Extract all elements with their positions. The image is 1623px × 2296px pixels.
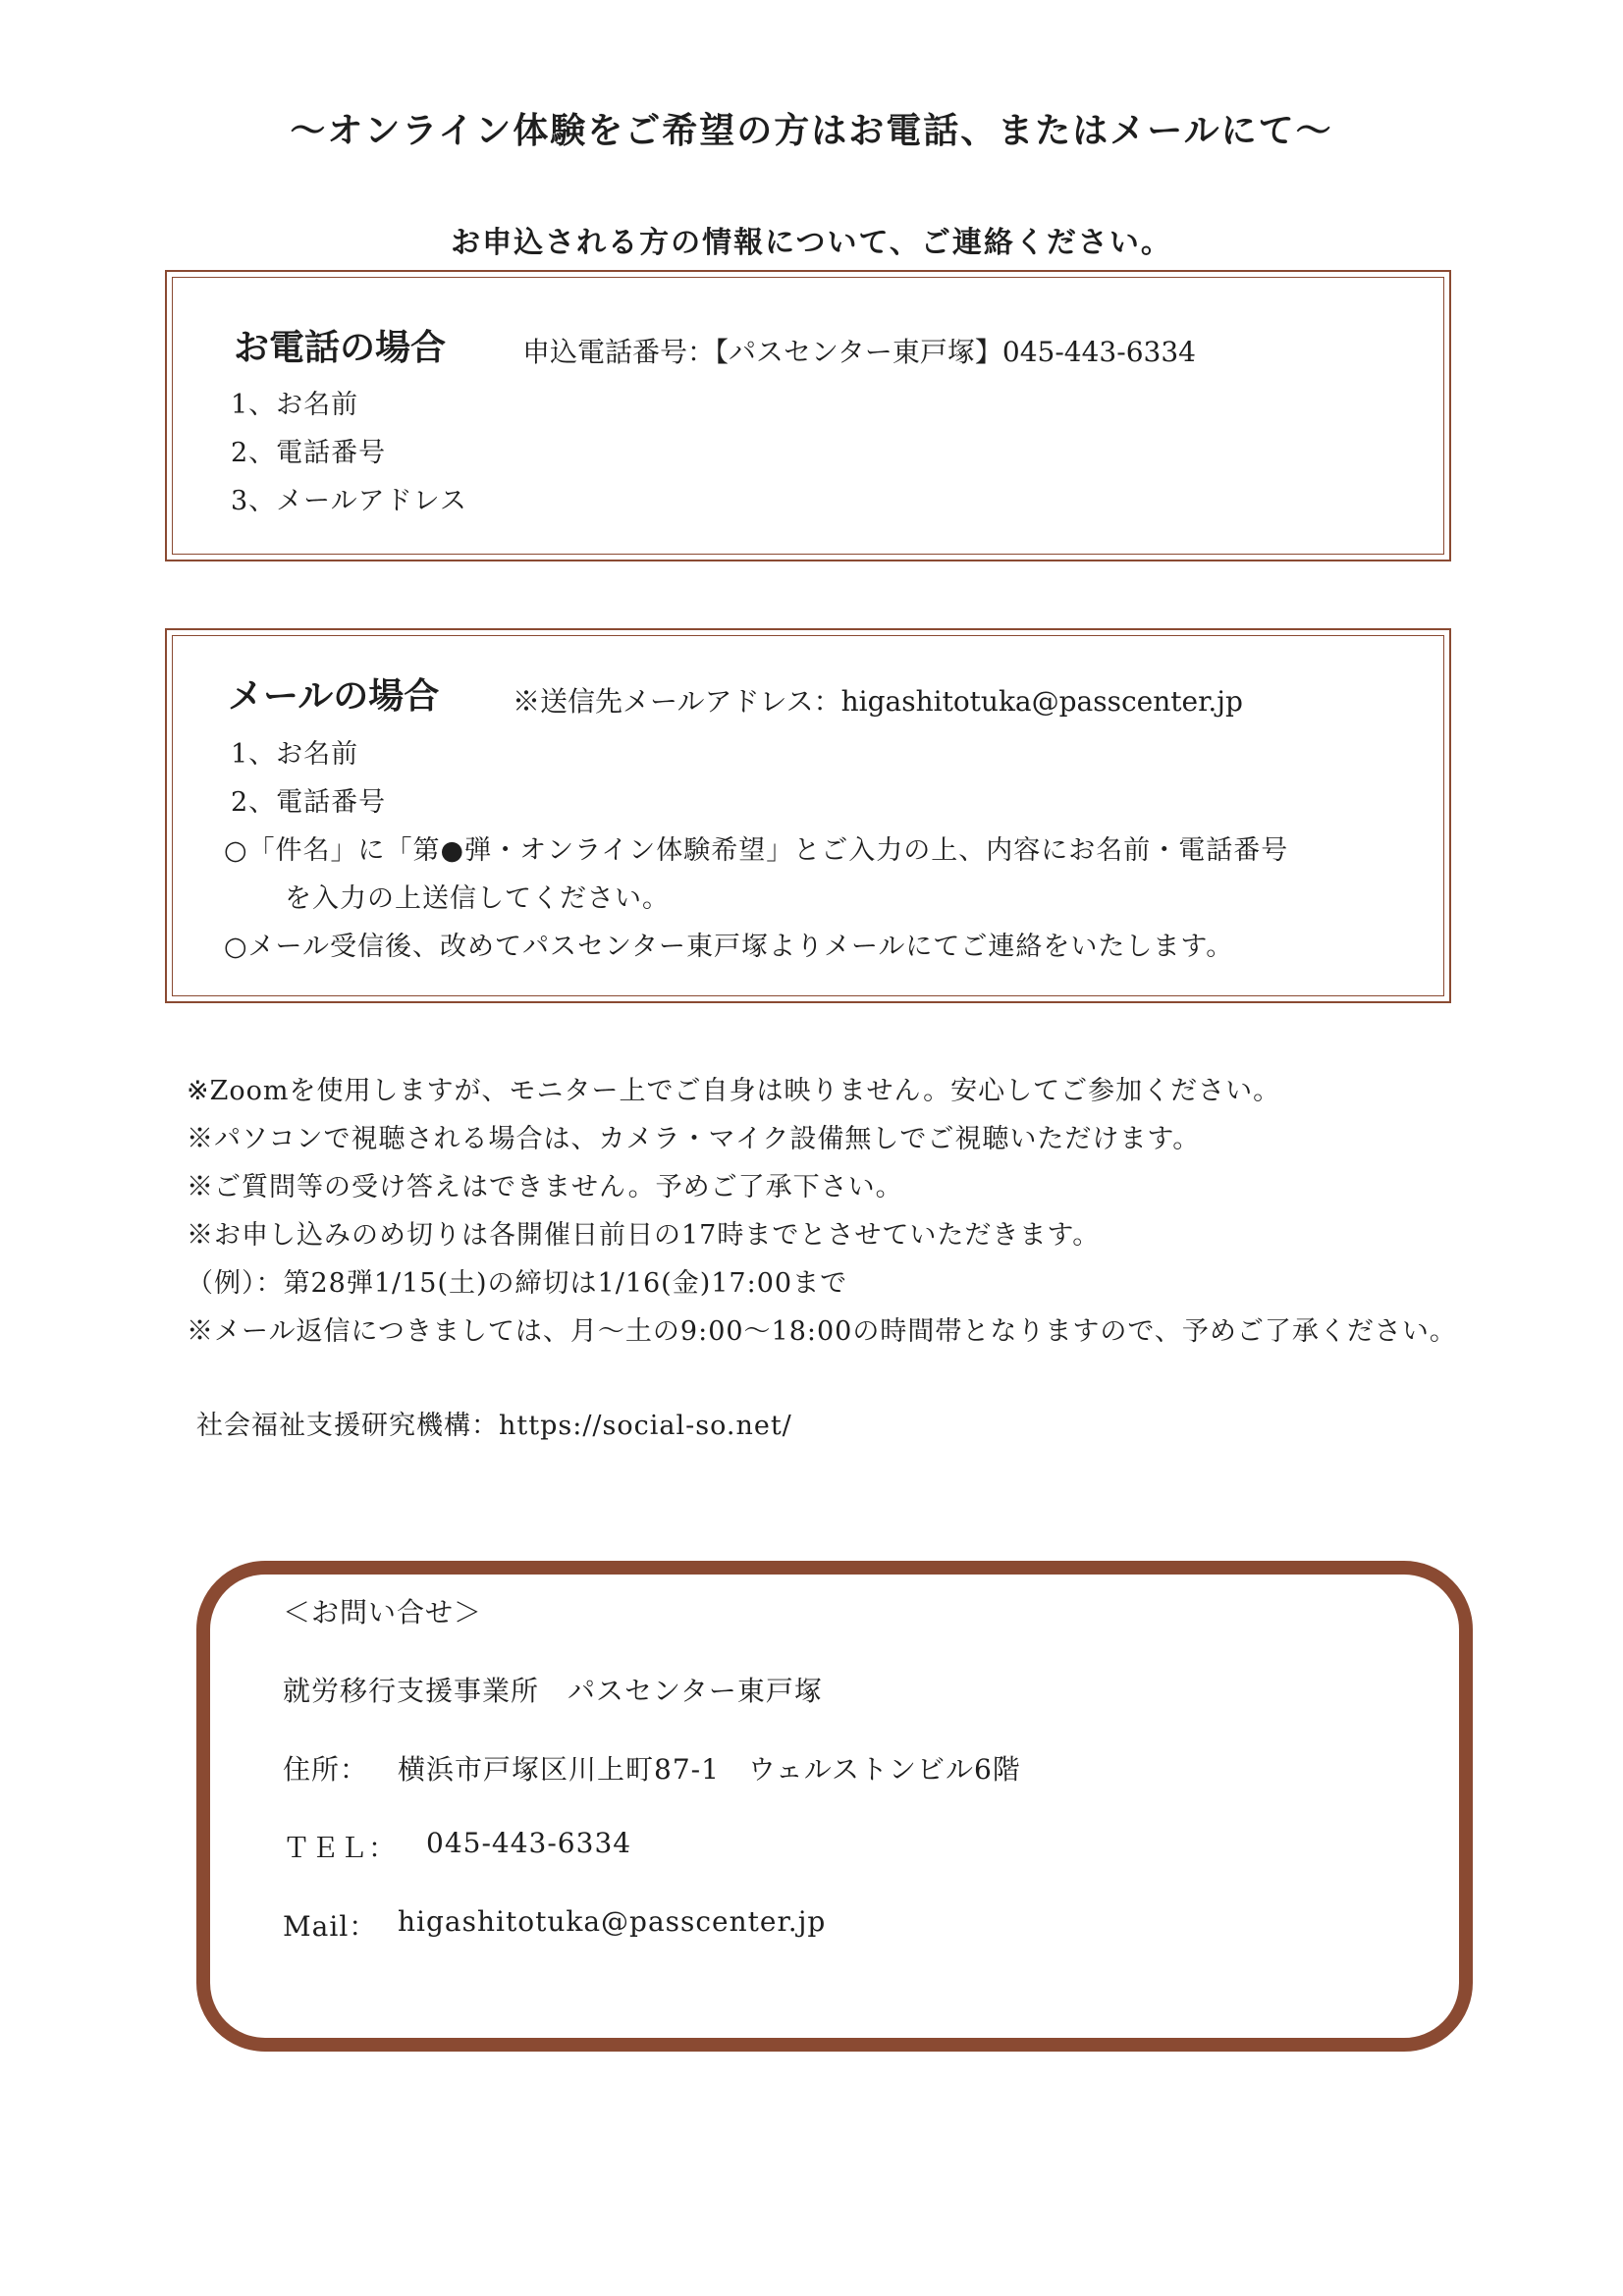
organization-link: 社会福祉支援研究機構：https://social-so.net/ [196,1411,792,1441]
mail-section-title: メールの場合 [228,676,440,717]
note-deadline: ※お申し込みのめ切りは各開催日前日の17時までとさせていただきます。 [187,1220,1101,1251]
phone-item-phone: 2、電話番号 [231,438,387,468]
mail-instruction-subject: ○「件名」に「第●弾・オンライン体験希望」とご入力の上、内容にお名前・電話番号 [224,835,1289,866]
mail-address-info: ※送信先メールアドレス：higashitotuka@passcenter.jp [513,685,1243,718]
contact-mail: higashitotuka@passcenter.jp [398,1905,827,1938]
note-example: （例）：第28弾1/15(土)の締切は1/16(金)17:00まで [187,1268,848,1299]
phone-item-name: 1、お名前 [231,390,359,420]
page-title: ～オンライン体験をご希望の方はお電話、またはメールにて～ [290,111,1333,151]
contact-address: 横浜市戸塚区川上町87-1 ウェルストンビル6階 [398,1753,1021,1786]
contact-office: 就労移行支援事業所 パスセンター東戸塚 [283,1675,823,1707]
phone-section-title: お電話の場合 [234,328,447,368]
mail-instruction-reply: ○メール受信後、改めてパスセンター東戸塚よりメールにてご連絡をいたします。 [224,932,1234,962]
phone-item-email: 3、メールアドレス [231,486,467,516]
contact-address-label: 住所： [283,1753,369,1786]
phone-number-info: 申込電話番号：【パスセンター東戸塚】045-443-6334 [522,336,1196,368]
contact-tel-label: ＴＥＬ： [283,1832,398,1864]
mail-instruction-subject-cont: を入力の上送信してください。 [285,883,670,914]
page-subtitle: お申込される方の情報について、ご連絡ください。 [451,226,1172,260]
note-questions: ※ご質問等の受け答えはできません。予めご了承下さい。 [187,1172,903,1202]
note-zoom: ※Zoomを使用しますが、モニター上でご自身は映りません。安心してご参加ください。 [187,1076,1281,1106]
note-pc: ※パソコンで視聴される場合は、カメラ・マイク設備無しでご視聴いただけます。 [187,1124,1201,1154]
mail-item-name: 1、お名前 [231,739,359,770]
contact-heading: ＜お問い合せ＞ [283,1596,483,1629]
note-reply-hours: ※メール返信につきましては、月～土の9:00～18:00の時間帯となりますので、予めご了承ください。 [187,1316,1457,1347]
mail-item-phone: 2、電話番号 [231,787,387,818]
contact-tel: 045-443-6334 [426,1827,632,1859]
contact-mail-label: Mail： [283,1910,378,1943]
contact-box [196,1561,1473,2052]
